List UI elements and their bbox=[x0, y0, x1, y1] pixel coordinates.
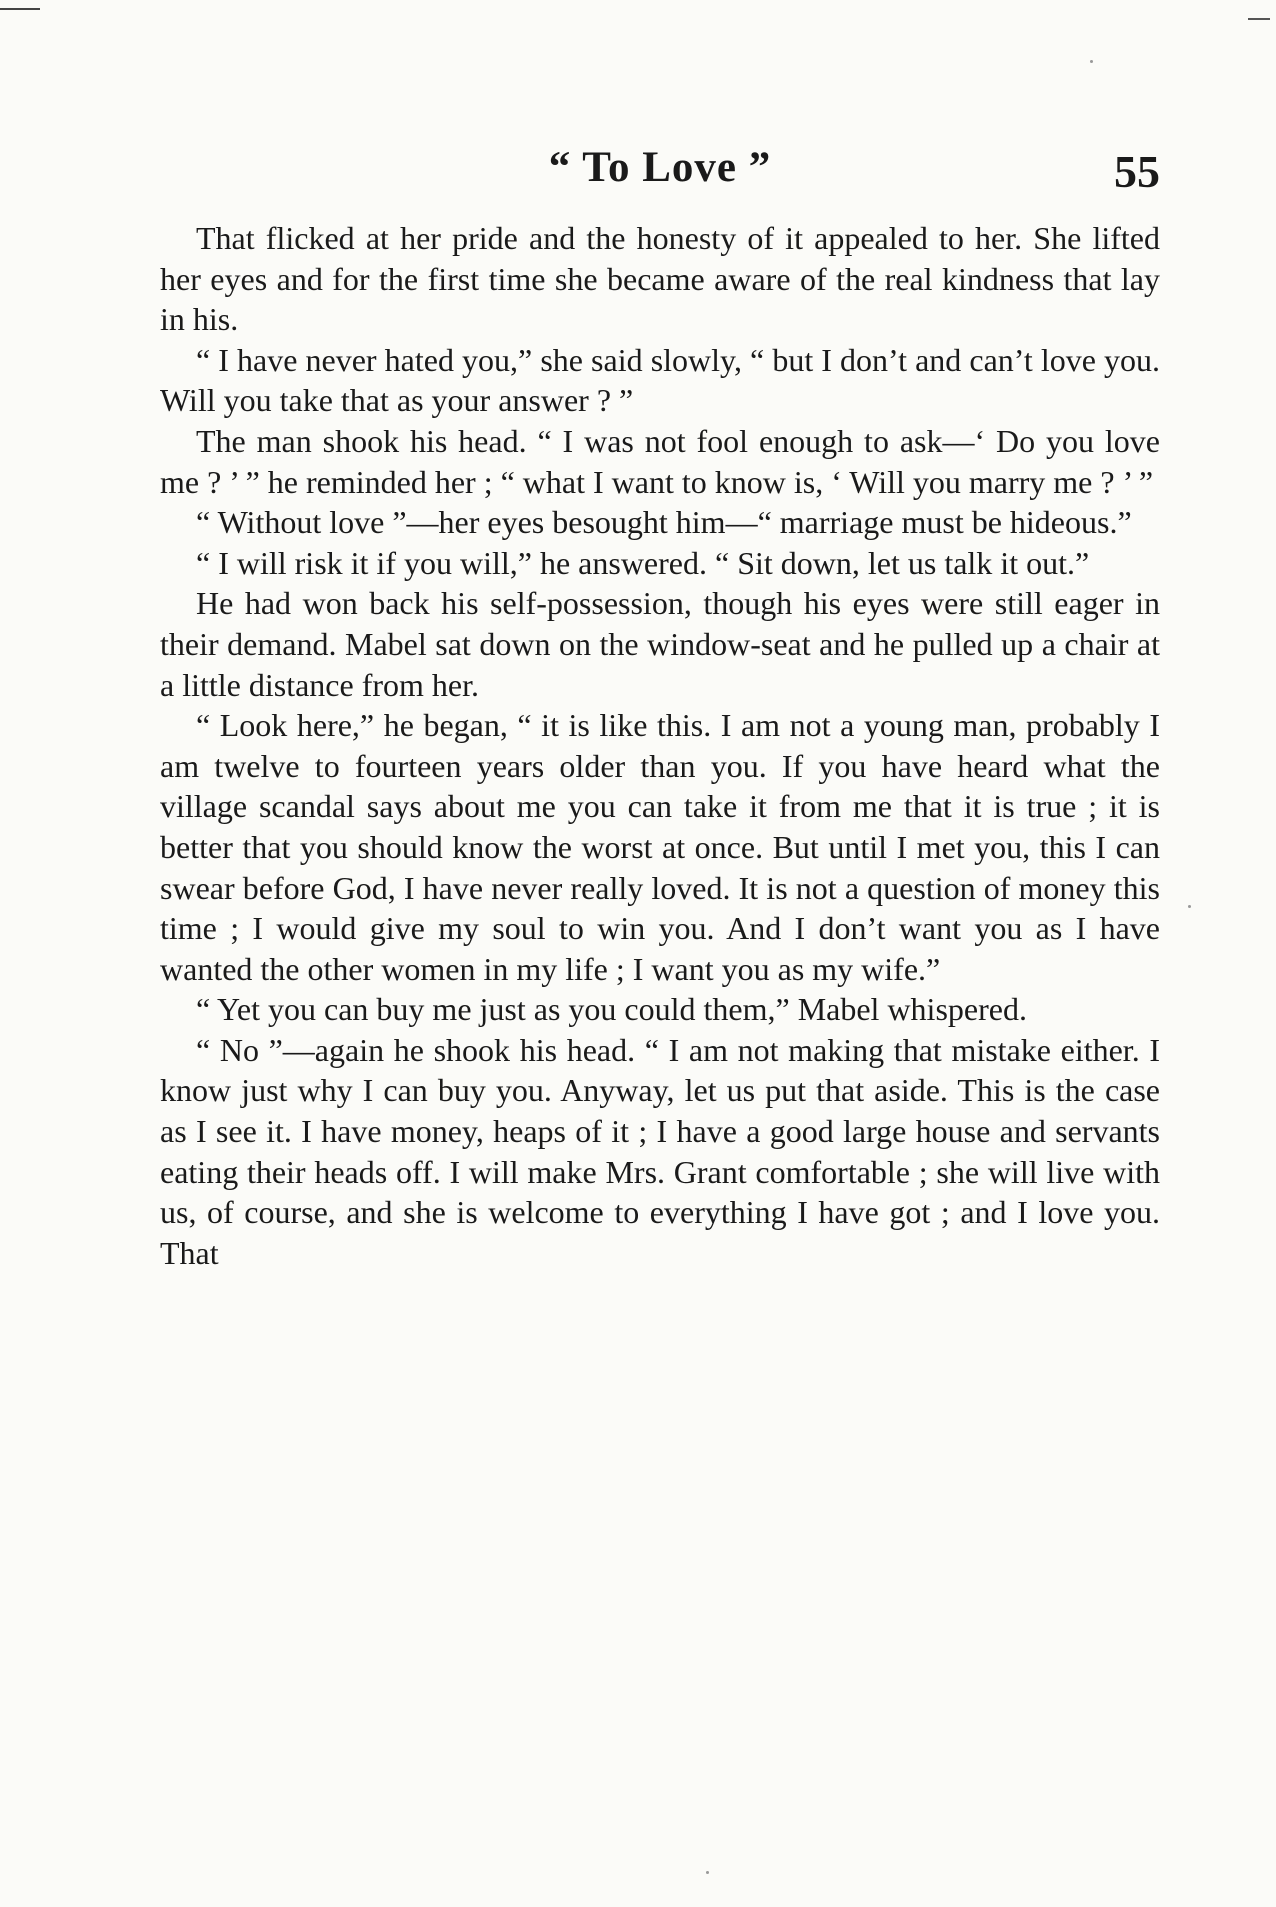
paragraph: That flicked at her pride and the honesty of it appealed to her. She lifted her eyes and for the first time she became aware of the real kindness that lay in his. bbox=[160, 220, 1160, 338]
paragraph: “ Look here,” he began, “ it is like this. I am not a young man, probably I am twelve to fourteen years older than you. If you have heard what the village scandal says about me you can take it from me that it is true ; it is better that you should know the worst at once. But until I met you, this I can swear before God, I have never really loved. It is not a question of money this time ; I would give my soul to win you. And I don’t want you as I have wanted the other women in my life ; I want you as my wife.” bbox=[160, 707, 1160, 987]
paragraph: “ Yet you can buy me just as you could them,” Mabel whispered. bbox=[196, 991, 1027, 1028]
scan-edge-mark bbox=[0, 8, 40, 10]
scan-speck bbox=[1090, 60, 1093, 63]
paragraph: The man shook his head. “ I was not fool enough to ask—‘ Do you love me ? ’ ” he reminded her ; “ what I want to know is, ‘ Will you marry me ? ’ ” bbox=[160, 422, 1160, 500]
scan-speck bbox=[1188, 905, 1191, 908]
paragraph: “ I have never hated you,” she said slowly, “ but I don’t and can’t love you. Will you take that as your answer ? ” bbox=[160, 341, 1160, 419]
body-text bbox=[160, 218, 1160, 1273]
running-title: “ To Love ” bbox=[548, 144, 772, 191]
paragraph: “ I will risk it if you will,” he answered. “ Sit down, let us talk it out.” bbox=[196, 544, 1090, 581]
running-head bbox=[160, 138, 1160, 198]
paragraph: “ No ”—again he shook his head. “ I am not making that mistake either. I know just why I can buy you. Anyway, let us put that aside. This is the case as I see it. I have money, heaps of it ; I have a good large house and servants eating their heads off. I will make Mrs. Grant comfortable ; she will live with us, of course, and she is welcome to everything I have got ; and I love you. That bbox=[160, 1031, 1160, 1271]
paragraph: “ Without love ”—her eyes besought him—“ marriage must be hideous.” bbox=[196, 504, 1132, 541]
paragraph: He had won back his self-possession, though his eyes were still eager in their demand. Mabel sat down on the window-seat and he pulled up a chair at a little distance from her. bbox=[160, 585, 1160, 703]
scan-edge-mark bbox=[1248, 18, 1270, 20]
page-number: 55 bbox=[1114, 146, 1160, 197]
scan-speck bbox=[706, 1871, 709, 1874]
